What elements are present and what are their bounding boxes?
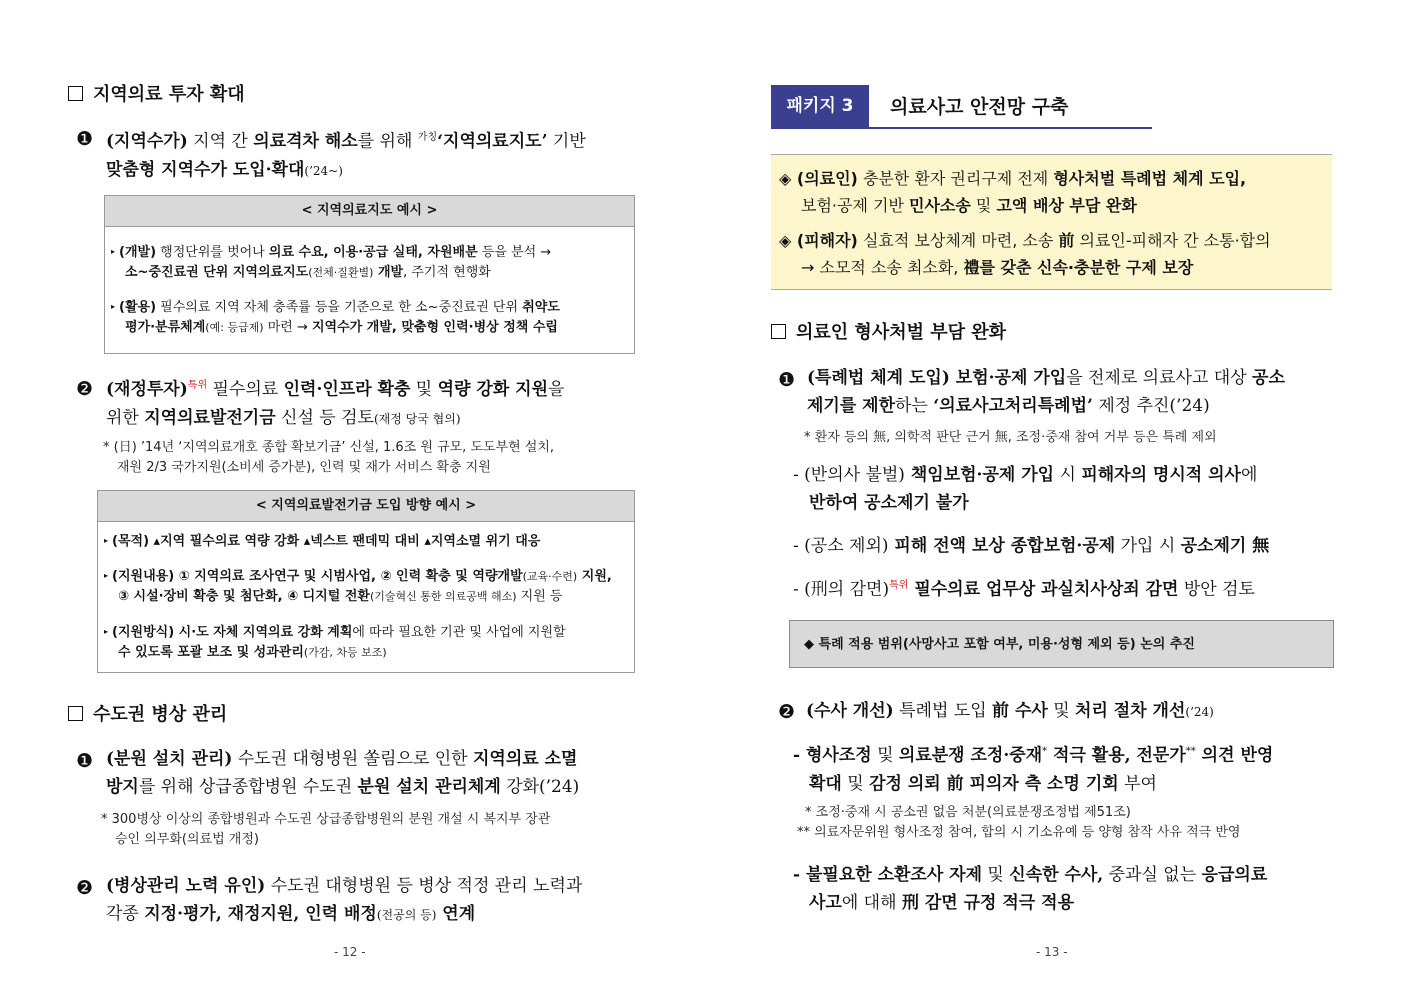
- circled-number-2: ❷: [778, 701, 796, 723]
- circled-number-1: ❶: [778, 369, 796, 391]
- dash-item-penalty-reduction: - (刑의 감면)$^{특위}$ 필수의료 업무상 과실치사상죄 감면 방안 검토: [793, 579, 1255, 600]
- item-investigation-improvement: (수사 개선) 특례법 도입 前 수사 및 처리 절차 개선(’24): [806, 701, 1214, 721]
- circled-number-2: ❷: [76, 877, 94, 899]
- package-underline: [771, 127, 1152, 129]
- box-item-support-content: ▸ (지원내용) ① 지역의료 조사연구 및 시범사업, ② 인력 확충 및 역량개발(교육·수련) 지원, ③ 시설·장비 확충 및 첨단화, ④ 디지털 전환(기술혁신 통한 의료공백 해소) 지원 등: [104, 569, 612, 604]
- section-heading-capital-beds: 수도권 병상 관리: [68, 700, 227, 726]
- summary-box: [771, 154, 1332, 290]
- dash-item-prosecution-exclusion: - (공소 제외) 피해 전액 보상 종합보험·공제 가입 시 공소제기 無: [793, 536, 1270, 556]
- item-bed-incentive: (병상관리 노력 유인) 수도권 대형병원 등 병상 적정 관리 노력과 각종 지정·평가, 재정지원, 인력 배정(전공의 등) 연계: [106, 876, 583, 924]
- footnotes-mediation: * 조정·중재 시 공소권 없음 처분(의료분쟁조정법 제51조) ** 의료자문위원 형사조정 참여, 합의 시 기소유예 등 양형 참작 사유 적극 반영: [797, 805, 1241, 840]
- notice-box-scope: ◆ 특례 적용 범위(사망사고 포함 여부, 미용·성형 제외 등) 논의 추진: [789, 620, 1334, 668]
- circled-number-2: ❷: [76, 378, 94, 400]
- footnote-exclusions: * 환자 등의 無, 의학적 판단 근거 無, 조정·중재 참여 거부 등은 특례 제외: [804, 430, 1217, 445]
- footnote-branch-approval: * 300병상 이상의 종합병원과 수도권 상급종합병원의 분원 개설 시 복지부 장관 승인 의무화(의료법 개정): [101, 812, 551, 847]
- package-badge: 패키지 3: [771, 85, 869, 127]
- example-box-development-fund: [97, 490, 635, 673]
- box-item-purpose: ▸ (목적) ▴지역 필수의료 역량 강화 ▴넥스트 팬데믹 대비 ▴지역소멸 위기 대응: [104, 534, 541, 549]
- box-title: < 지역의료발전기금 도입 방향 예시 >: [98, 491, 634, 522]
- dash-item-mediation: - 형사조정 및 의료분쟁 조정·중재* 적극 활용, 전문가** 의견 반영 확대 및 감정 의뢰 前 피의자 측 소명 기회 부여: [793, 745, 1274, 794]
- page-number-left: - 12 -: [334, 945, 366, 959]
- box-item-development: ▸ (개발) 행정단위를 벗어나 의료 수요, 이용·공급 실태, 자원배분 등을 분석 → 소~중진료권 단위 지역의료지도(전체·질환별) 개발, 주기적 현행화: [111, 245, 552, 280]
- dash-item-emergency: - 불필요한 소환조사 자제 및 신속한 수사, 중과실 없는 응급의료 사고에 대해 刑 감면 규정 적극 적용: [793, 865, 1268, 913]
- box-item-usage: ▸ (활용) 필수의료 지역 자체 충족률 등을 기준으로 한 소~중진료권 단위 취약도 평가·분류체계(예: 등급제) 마련 → 지역수가 개발, 맞춤형 인력·병상 정책 수립: [111, 300, 560, 335]
- checkbox-square-icon: [68, 706, 83, 721]
- item-special-act: (특례법 체계 도입) 보험·공제 가입을 전제로 의료사고 대상 공소 제기를 제한하는 ‘의료사고처리특례법’ 제정 추진(’24): [807, 368, 1285, 416]
- box-item-support-method: ▸ (지원방식) 시·도 자체 지역의료 강화 계획에 따라 필요한 기관 및 사업에 지원할 수 있도록 포괄 보조 및 성과관리(가감, 차등 보조): [104, 625, 566, 660]
- box-title: < 지역의료지도 예시 >: [105, 196, 634, 227]
- checkbox-square-icon: [771, 324, 786, 339]
- page-number-right: - 13 -: [1036, 945, 1068, 959]
- summary-victims: ◈ (피해자) 실효적 보상체계 마련, 소송 前 의료인-피해자 간 소통·합의 → 소모적 소송 최소화, 禮를 갖춘 신속·충분한 구제 보장: [779, 231, 1271, 277]
- item-branch-management: (분원 설치 관리) 수도권 대형병원 쏠림으로 인한 지역의료 소멸 방지를 위해 상급종합병원 수도권 분원 설치 관리체계 강화(’24): [106, 749, 580, 797]
- example-box-regional-map: [104, 195, 635, 354]
- summary-medical-staff: ◈ (의료인) 충분한 환자 권리구제 전제 형사처벌 특례법 체계 도입, 보험·공제 기반 민사소송 및 고액 배상 부담 완화: [779, 169, 1247, 215]
- footnote-japan-fund: * (日) ’14년 ‘지역의료개호 종합 확보기금’ 신설, 1.6조 원 규모, 도도부현 설치, 재원 2/3 국가지원(소비세 증가분), 인력 및 재가 서비스 확충 지원: [103, 440, 555, 475]
- circled-number-1: ❶: [76, 750, 94, 772]
- item-fiscal-investment: (재정투자)$^{특위}$ 필수의료 인력·인프라 확충 및 역량 강화 지원을 위한 지역의료발전기금 신설 등 검토(재정 당국 협의): [106, 379, 565, 428]
- section-heading-regional-investment: 지역의료 투자 확대: [68, 80, 245, 106]
- section-heading-criminal-burden: 의료인 형사처벌 부담 완화: [771, 318, 1006, 344]
- dash-item-non-prosecution: - (반의사 불벌) 책임보험·공제 가입 시 피해자의 명시적 의사에 반하여 공소제기 불가: [793, 465, 1258, 513]
- item-regional-fee: (지역수가) 지역 간 의료격차 해소를 위해 $^{가칭}$‘지역의료지도’ 기반 맞춤형 지역수가 도입·확대(’24~): [106, 131, 586, 180]
- package-title: 의료사고 안전망 구축: [890, 96, 1069, 118]
- checkbox-square-icon: [68, 86, 83, 101]
- circled-number-1: ❶: [76, 128, 94, 150]
